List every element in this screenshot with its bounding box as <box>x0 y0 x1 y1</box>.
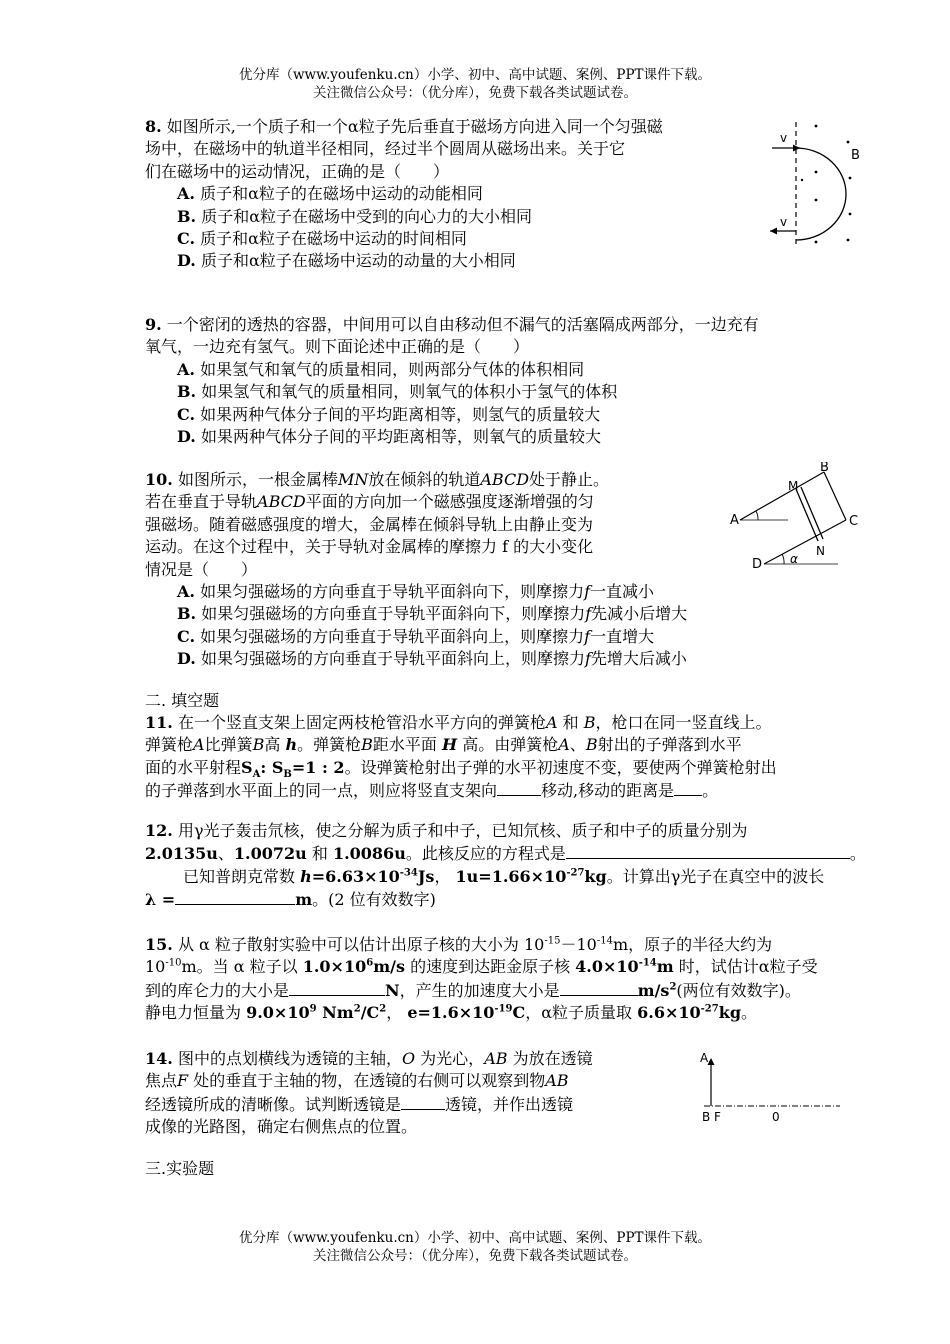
q9-line-2: 氧气，一边充有氢气。则下面论述中正确的是（ ） <box>145 337 530 357</box>
q11-number: 11. <box>145 713 173 732</box>
section-3-title: 三.实验题 <box>145 1159 215 1178</box>
section-experiment <box>145 1158 214 1180</box>
question-9 <box>145 314 759 448</box>
q14-lens-type-blank[interactable] <box>401 1093 445 1110</box>
label-d: D <box>752 557 763 570</box>
question-15: 15. 从 α 粒子散射实验中可以估计出原子核的大小为 $10^{-15}-10^{-14}m$，原子的半径大约为 $10^{-10}m$。当 α 粒子以 $1.0\times 10^6m/s$ 的速度到达距金原子核 $4.0\times 10^{-14}m$ 时，试估计α粒子受 到的库仑力的大小是 N，产生的加速度大小是 $m/s^2$(两位有效数字)。 静电力恒量为 $9.0\times 10^9$ $Nm^2/C^2$， $e=1.6\times 10^{-19}C$，α粒子质量取 $6.6\times 10^{-27}kg$。 <box>145 935 818 1023</box>
label-n: N <box>816 544 825 558</box>
q15-number: 15. <box>145 935 173 954</box>
q10-option-c[interactable]: C. 如果匀强磁场的方向垂直于导轨平面斜向上，则摩擦力f一直增大 <box>177 626 655 646</box>
rail-cd <box>764 520 846 564</box>
velocity-label-bottom: v <box>780 215 788 229</box>
q9-number: 9. <box>145 315 162 334</box>
section-fill-in <box>145 690 219 712</box>
footer-line-2: 关注微信公众号：（优分库），免费下载各类试题试卷。 <box>313 1248 637 1264</box>
question-8 <box>145 116 663 273</box>
q8-magnetic-field-figure <box>760 120 880 250</box>
q9-option-a[interactable]: A. 如果氢气和氧气的质量相同，则两部分气体的体积相同 <box>177 359 585 379</box>
q9-option-c[interactable]: C. 如果两种气体分子间的平均距离相等，则氢气的质量较大 <box>177 404 601 424</box>
header-line-1: 优分库（www.youfenku.cn）小学、初中、高中试题、案例、PPT课件下载。 <box>238 67 712 83</box>
q10-option-b[interactable]: B. 如果匀强磁场的方向垂直于导轨平面斜向下，则摩擦力f先减小后增大 <box>177 604 688 624</box>
q9-option-b[interactable]: B. 如果氢气和氧气的质量相同，则氧气的体积小于氢气的体积 <box>177 382 618 402</box>
header-line-2: 关注微信公众号：（优分库），免费下载各类试题试卷。 <box>313 85 637 101</box>
q10-inclined-rail-figure <box>728 462 878 570</box>
q14-number: 14. <box>145 1049 173 1068</box>
q11-direction-blank[interactable] <box>497 779 541 796</box>
q12-number: 12. <box>145 821 173 840</box>
section-2-title: 二. 填空题 <box>145 691 220 710</box>
field-label-b: B <box>851 148 860 163</box>
label-o: 0 <box>772 1110 780 1124</box>
question-14: 14. 图中的点划横线为透镜的主轴，O 为光心，AB 为放在透镜 焦点F 处的垂直于主轴的物，在透镜的右侧可以观察到物AB 经透镜所成的清晰像。试判断透镜是 透镜，并作出透镜 成像的光路图，确定右侧焦点的位置。 <box>145 1049 593 1137</box>
q10-option-a[interactable]: A. 如果匀强磁场的方向垂直于导轨平面斜向下，则摩擦力f一直减小 <box>177 582 655 602</box>
page-footer <box>0 1229 950 1265</box>
q8-option-c[interactable]: C. 质子和α粒子在磁场中运动的时间相同 <box>177 229 467 249</box>
q8-option-d[interactable]: D. 质子和α粒子在磁场中运动的动量的大小相同 <box>177 251 516 271</box>
q9-option-d[interactable]: D. 如果两种气体分子间的平均距离相等，则氧气的质量较大 <box>177 427 601 447</box>
label-a: A <box>700 1051 709 1065</box>
q8-line-3: 们在磁场中的运动情况，正确的是（ ） <box>145 161 450 181</box>
question-10: 10. 如图所示，一根金属棒MN放在倾斜的轨道ABCD处于静止。 若在垂直于导轨ABCD平面的方向加一个磁感强度逐渐增强的匀 强磁场。随着磁感强度的增大，金属棒在倾斜导轨上由静止变为 运动。在这个过程中，关于导轨对金属棒的摩擦力 f 的大小变化 情况是（ ） A. 如果匀强磁场的方向垂直于导轨平面斜向下，则摩擦力f一直减小 B. 如果匀强磁场的方向垂直于导轨平面斜向下，则摩擦力f先减小后增大 C. 如果匀强磁场的方向垂直于导轨平面斜向上，则摩擦力f一直增大 D. 如果匀强磁场的方向垂直于导轨平面斜向上，则摩擦力f先增大后减小 <box>145 469 687 671</box>
q10-option-d[interactable]: D. 如果匀强磁场的方向垂直于导轨平面斜向上，则摩擦力f先增大后减小 <box>177 649 687 669</box>
q8-option-b[interactable]: B. 质子和α粒子在磁场中受到的向心力的大小相同 <box>177 206 532 226</box>
q15-acceleration-blank[interactable] <box>560 979 638 996</box>
label-b: B <box>820 462 829 475</box>
q11-distance-blank[interactable] <box>674 779 702 796</box>
q12-equation-blank[interactable] <box>566 842 850 859</box>
label-bf: B F <box>702 1110 721 1124</box>
field-dots <box>801 125 852 244</box>
footer-line-1: 优分库（www.youfenku.cn）小学、初中、高中试题、案例、PPT课件下载。 <box>238 1230 712 1246</box>
label-m: M <box>788 479 799 493</box>
semicircle-trajectory <box>796 148 846 240</box>
q8-line-2: 场中，在磁场中的轨道半径相同，经过半个圆周从磁场出来。关于它 <box>145 139 626 159</box>
label-a: A <box>730 513 739 528</box>
q12-wavelength-blank[interactable] <box>175 888 295 905</box>
q8-option-a[interactable]: A. 质子和α粒子的在磁场中运动的动能相同 <box>177 184 483 204</box>
q8-number: 8. <box>145 117 162 136</box>
page-header <box>0 66 950 102</box>
rail-bc <box>824 472 846 520</box>
label-alpha: α <box>790 552 798 566</box>
q15-force-blank[interactable] <box>289 979 385 996</box>
velocity-label-top: v <box>780 131 788 145</box>
q9-line-1: 一个密闭的透热的容器，中间用可以自由移动但不漏气的活塞隔成两部分，一边充有 <box>166 315 759 334</box>
metal-rod-mn <box>796 489 818 541</box>
q8-line-1: 如图所示,一个质子和一个α粒子先后垂直于磁场方向进入同一个匀强磁 <box>166 117 663 136</box>
question-12: 12. 用γ光子轰击氘核，使之分解为质子和中子，已知氘核、质子和中子的质量分别为 2.0135u、1.0072u 和 1.0086u。此核反应的方程式是 。 已知普朗克常数 $h=6.63\times 10^{-34}Js$， $1u=1.66\times 10^{-27}kg$。计算出γ光子在真空中的波长 λ = m。(2 位有效数字) <box>145 821 866 910</box>
label-c: C <box>849 514 859 529</box>
question-11: 11. 在一个竖直支架上固定两枝枪管沿水平方向的弹簧枪A 和 B，枪口在同一竖直线上。 弹簧枪A比弹簧B高 h。弹簧枪B距水平面 H 高。由弹簧枪A、B射出的子弹落到水平 面的水平射程$S_A$: $S_B=1$ : 2。设弹簧枪射出子弹的水平初速度不变，要使两个弹簧枪射出 的子弹落到水平面上的同一点，则应将竖直支架向 移动,移动的距离是 。 <box>145 713 777 801</box>
q10-number: 10. <box>145 470 173 489</box>
q14-lens-axis-figure <box>698 1048 848 1128</box>
